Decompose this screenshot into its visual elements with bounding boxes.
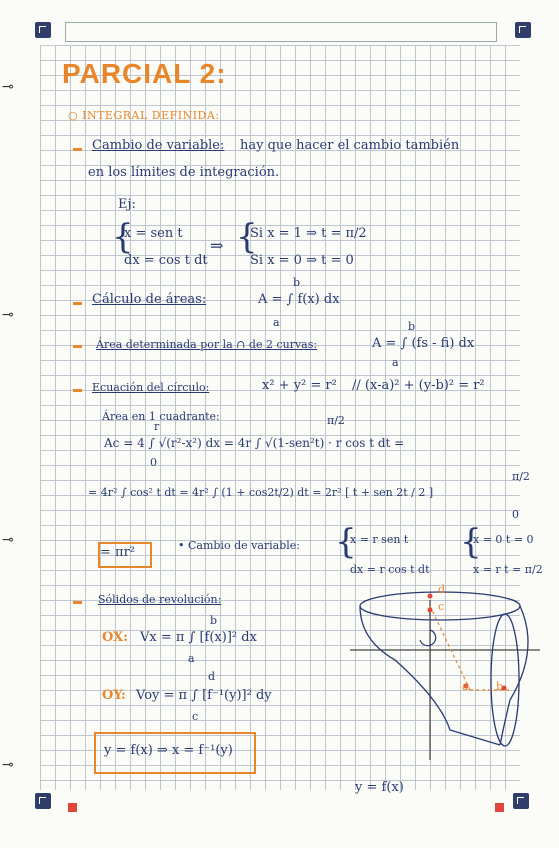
sys2b: Si x = 0 ⇒ t = 0 <box>250 253 354 268</box>
fig-label-a: a <box>462 680 469 693</box>
circle-eq: x² + y² = r² <box>262 378 337 393</box>
ac-formula: Ac = 4 ∫ √(r²-x²) dx = 4r ∫ √(1-sen²t) · r cos t dt = <box>104 436 405 450</box>
result-text: = πr² <box>100 545 135 560</box>
binder-ring-icon: ⊸ <box>2 532 14 548</box>
binder-ring-icon: ⊸ <box>2 307 14 323</box>
circulo-label: Ecuación del círculo: <box>92 381 210 394</box>
line2-formula: = 4r² ∫ cos² t dt = 4r² ∫ (1 + cos2t/2) dt = 2r² [ t + sen 2t / 2 ] <box>88 486 434 499</box>
areas-formula: A = ∫ f(x) dx <box>258 292 340 307</box>
inverse-text: y = f(x) ⇒ x = f⁻¹(y) <box>104 743 233 758</box>
area2-label: Área determinada por la ∩ de 2 curvas: <box>96 338 318 351</box>
ox-upper: b <box>210 614 218 627</box>
sys1b: dx = cos t dt <box>124 253 208 268</box>
cv2: dx = r cos t dt <box>350 563 430 576</box>
areas-upper: b <box>293 276 301 289</box>
fig-caption: y = f(x) <box>355 780 404 795</box>
cambio-text-2: en los límites de integración. <box>88 165 280 180</box>
binder-ring-icon: ⊸ <box>2 79 14 95</box>
ac-upper-limit: r <box>154 420 160 433</box>
ej-label: Ej: <box>118 197 136 212</box>
ac-lower-limit: 0 <box>150 456 157 469</box>
sys2a: Si x = 1 ⇒ t = π/2 <box>250 226 367 241</box>
solidos-label: Sólidos de revolución: <box>98 593 222 606</box>
circle-eq-general: // (x-a)² + (y-b)² = r² <box>352 378 485 393</box>
fig-label-d: d <box>438 583 446 596</box>
brace-4: { <box>460 522 482 562</box>
ox-formula: Vx = π ∫ [f(x)]² dx <box>140 630 257 645</box>
oy-lower: c <box>192 710 199 723</box>
cv4: x = r t = π/2 <box>473 563 543 576</box>
brace-2: { <box>236 217 258 257</box>
ac-upper-limit-2: π/2 <box>327 414 345 427</box>
cv1: x = r sen t <box>350 533 409 546</box>
cambio-label: Cambio de variable: <box>92 138 225 153</box>
areas-lower: a <box>273 316 280 329</box>
area-cuadrante-label: Área en 1 cuadrante: <box>102 410 220 423</box>
cv3: x = 0 t = 0 <box>473 533 534 546</box>
oy-upper: d <box>208 670 216 683</box>
brace-1: { <box>112 217 134 257</box>
ox-label: OX: <box>102 630 128 645</box>
oy-label: OY: <box>102 688 126 703</box>
implies-arrow: ⇒ <box>210 236 224 255</box>
page-title: PARCIAL 2: <box>62 58 227 89</box>
sys1a: x = sen t <box>124 226 183 241</box>
area2-lower: a <box>392 356 399 369</box>
binder-ring-icon: ⊸ <box>2 757 14 773</box>
oy-formula: Voy = π ∫ [f⁻¹(y)]² dy <box>136 688 272 703</box>
fig-label-c: c <box>438 600 445 613</box>
area2-upper: b <box>408 320 416 333</box>
section-heading: ○ INTEGRAL DEFINIDA: <box>68 109 220 122</box>
line2-upper-limit: π/2 <box>512 470 530 483</box>
fig-label-b: b <box>496 680 504 693</box>
areas-label: Cálculo de áreas: <box>92 292 207 307</box>
brace-3: { <box>335 522 357 562</box>
ox-lower: a <box>188 652 195 665</box>
line2-lower-limit: 0 <box>512 508 519 521</box>
cambio2-label: • Cambio de variable: <box>178 539 300 552</box>
area2-formula: A = ∫ (fs - fi) dx <box>372 336 475 351</box>
cambio-text: hay que hacer el cambio también <box>240 138 460 153</box>
